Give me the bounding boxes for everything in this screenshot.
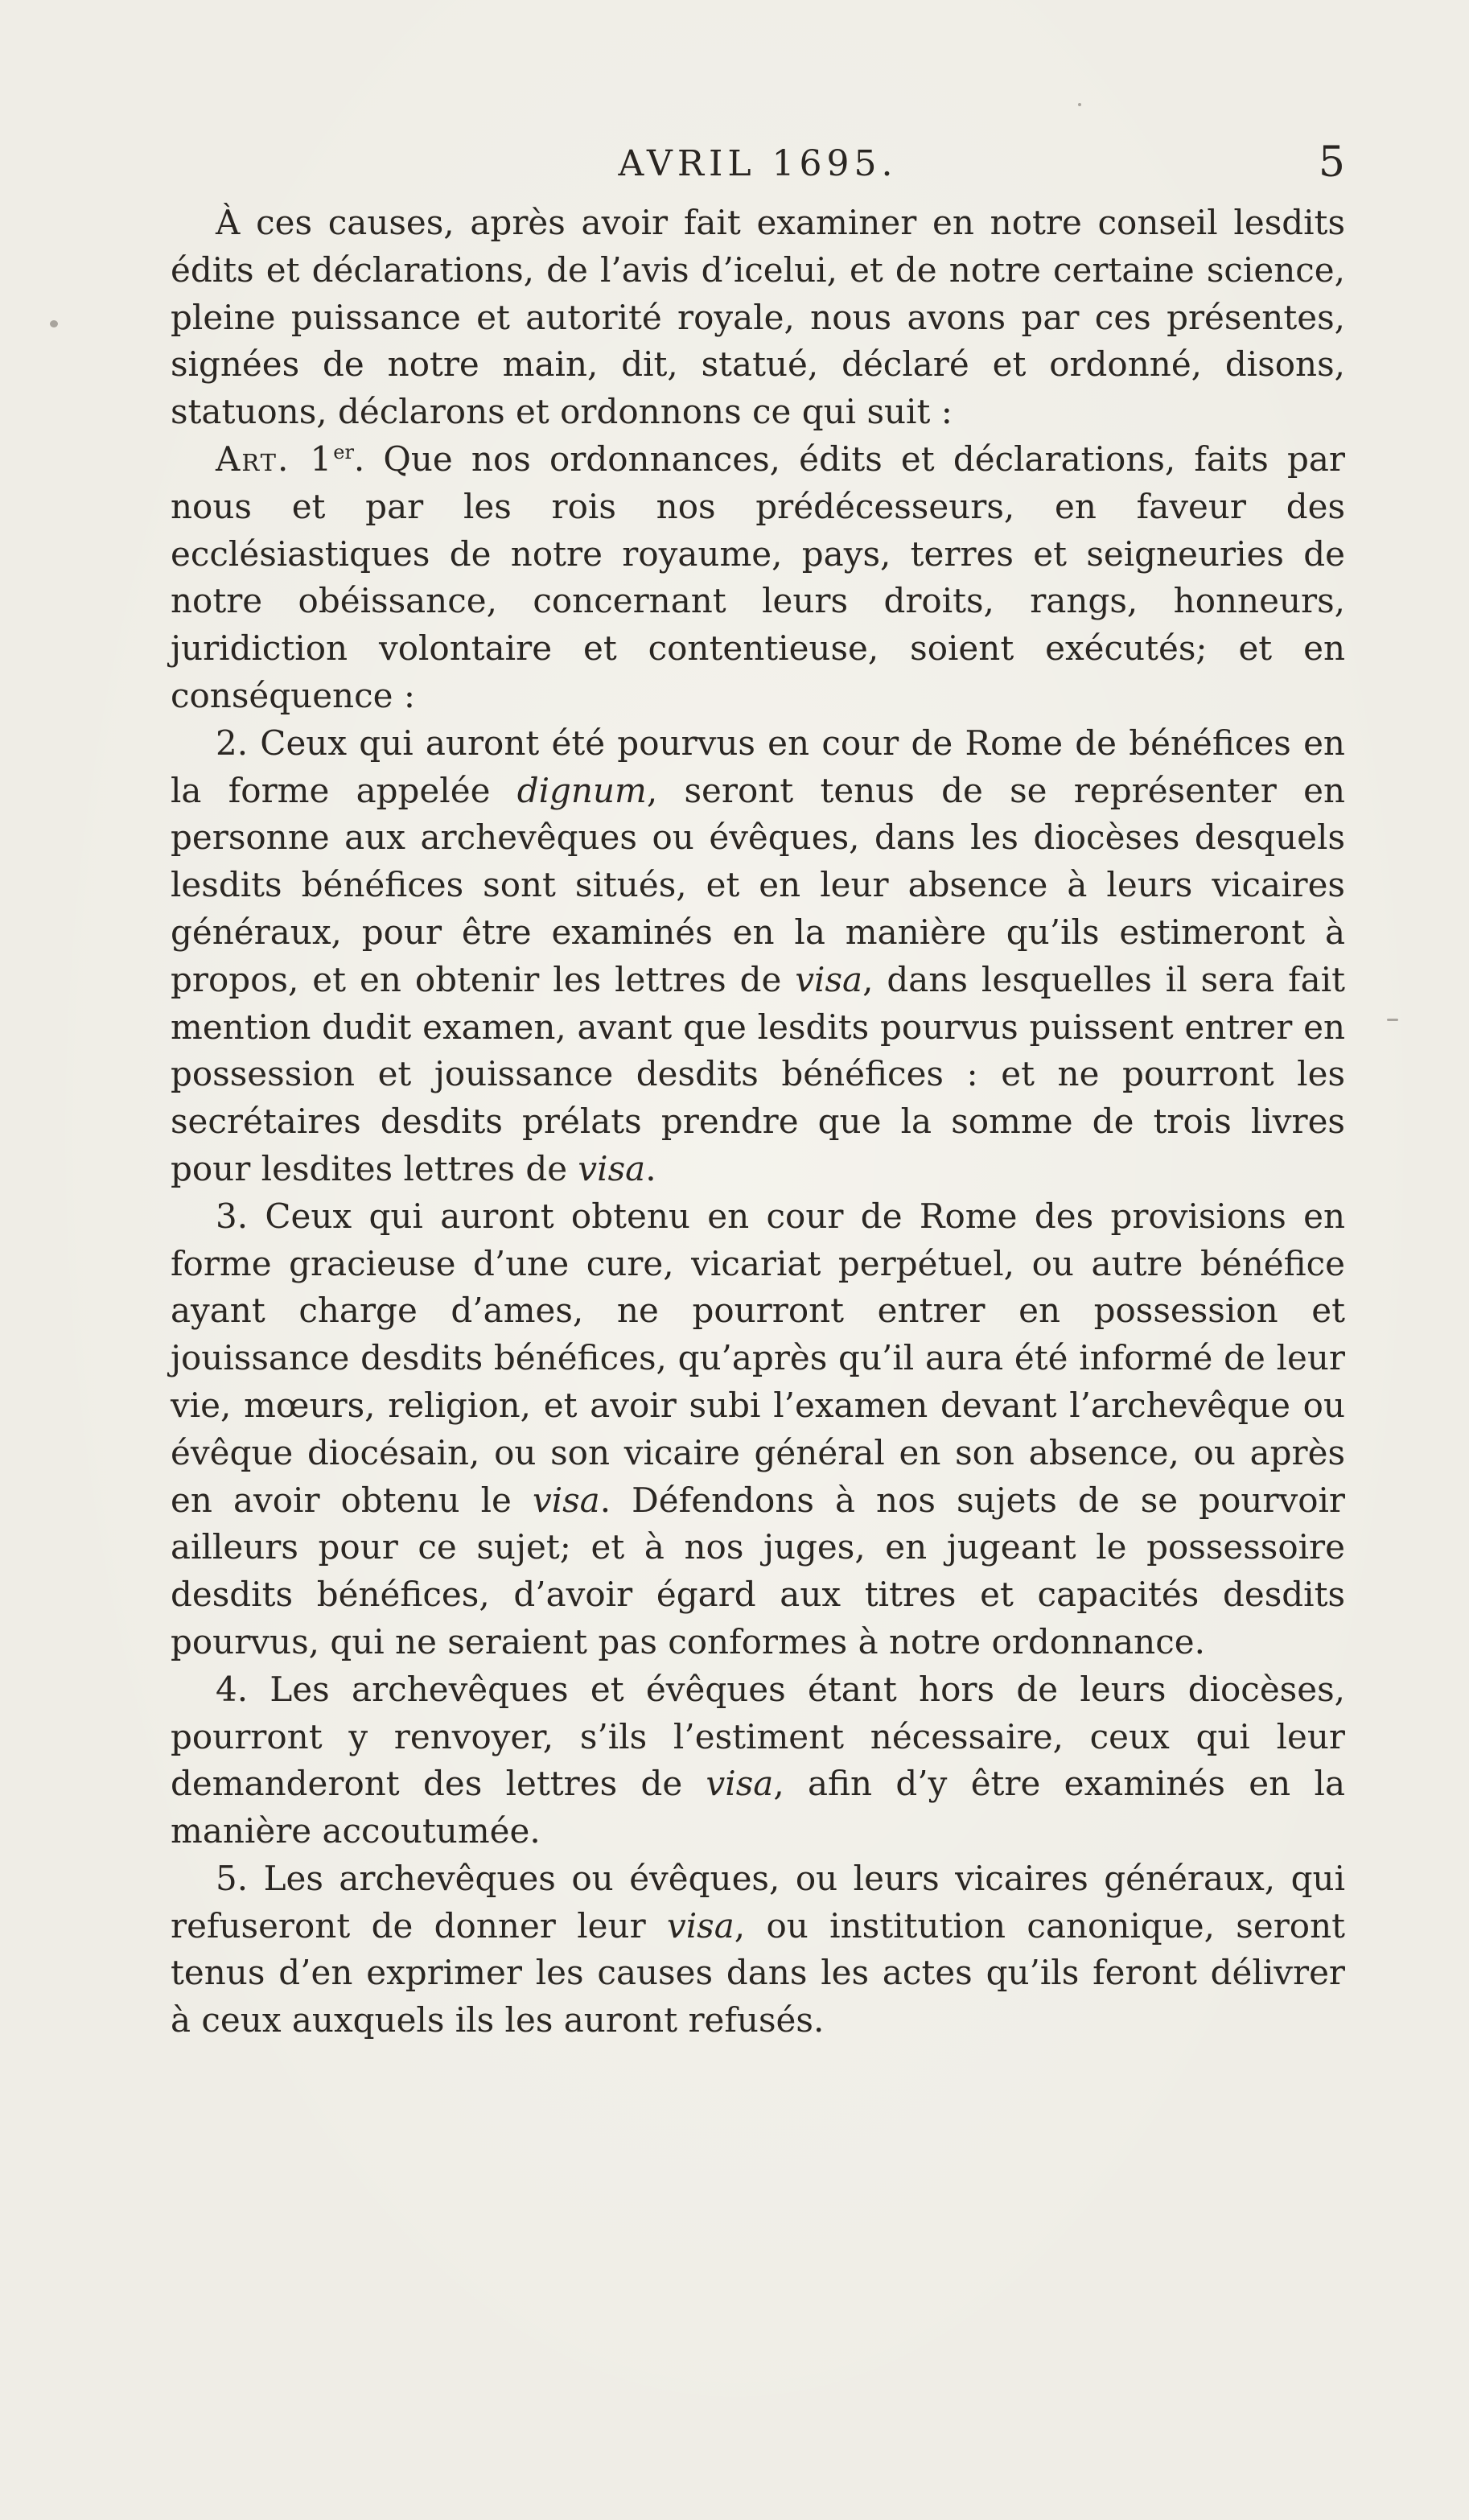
article-1-text: . Que nos ordonnances, édits et déclarations, faits par nous et par les rois nos prédécesseurs, en faveur des ecclésiastiques de notre royaume, pays, terres et seigneuries de notre obéissance, concernant leurs droits, rangs, honneurs, juridiction volontaire et contentieuse, soient exécutés; et en conséquence : [171, 439, 1345, 715]
page-number: 5 [1318, 138, 1345, 187]
article-3-number: 3. [216, 1196, 249, 1236]
preamble-paragraph [171, 200, 1345, 436]
paper-speck [1387, 1019, 1398, 1021]
article-3-text-a: Ceux qui auront obtenu en cour de Rome des provisions en forme gracieuse d’une cure, vicariat perpétuel, ou autre bénéfice ayant charge d’ames, ne pourront entrer en possession et jouissance desdits bénéfices, qu’après qu’il aura été informé de leur vie, mœurs, religion, et avoir subi l’examen devant l’archevêque ou évêque diocésain, ou son vicaire général en son absence, ou après en avoir obtenu le [171, 1196, 1345, 1520]
article-4 [171, 1666, 1345, 1855]
paper-speck [50, 320, 58, 327]
article-2-text-c: , dans lesquelles il sera fait mention dudit examen, avant que lesdits pourvus puissent entrer en possession et jouissance desdits bénéfices : et ne pourront les secrétaires desdits prélats prendre que la somme de trois livres pour lesdites lettres de [171, 959, 1346, 1188]
article-1-label: Art. 1 [216, 439, 334, 479]
running-title: AVRIL 1695. [618, 143, 898, 184]
body-text [171, 200, 1345, 2044]
article-2-italic-visa-2: visa [578, 1148, 646, 1188]
article-3 [171, 1193, 1345, 1666]
article-2-text-d: . [645, 1148, 656, 1188]
article-4-italic-visa: visa [706, 1764, 774, 1804]
article-5 [171, 1855, 1345, 2044]
article-4-number: 4. [216, 1669, 249, 1709]
article-5-number: 5. [216, 1858, 249, 1898]
article-3-text-b: . Défendons à nos sujets de se pourvoir ailleurs pour ce sujet; et à nos juges, en jugeant le possessoire desdits bénéfices, d’avoir égard aux titres et capacités desdits pourvus, qui ne seraient pas conformes à notre ordonnance. [171, 1480, 1346, 1661]
article-4-text-b: , afin d’y être examinés en la manière accoutumée. [171, 1764, 1345, 1851]
article-3-italic-visa: visa [532, 1480, 600, 1520]
article-2-italic-visa-1: visa [795, 959, 863, 999]
article-5-italic-visa: visa [667, 1905, 734, 1946]
article-2-text-b: , seront tenus de se représenter en personne aux archevêques ou évêques, dans les diocèses desquels lesdits bénéfices sont situés, et en leur absence à leurs vicaires généraux, pour être examinés en la manière qu’ils estimeront à propos, et en obtenir les lettres de [171, 770, 1345, 999]
article-1-superscript: er [333, 440, 354, 463]
preamble-text: À ces causes, après avoir fait examiner en notre conseil lesdits édits et déclarations, de l’avis d’icelui, et de notre certaine science, pleine puissance et autorité royale, nous avons par ces présentes, signées de notre main, dit, statué, déclaré et ordonné, disons, statuons, déclarons et ordonnons ce qui suit : [171, 203, 1345, 432]
article-2-number: 2. [216, 723, 249, 763]
paper-speck [1078, 103, 1081, 106]
article-5-text-a: Les archevêques ou évêques, ou leurs vicaires généraux, qui refuseront de donner leur [171, 1858, 1345, 1946]
article-5-text-b: , ou institution canonique, seront tenus d’en exprimer les causes dans les actes qu’ils feront délivrer à ceux auxquels ils les auront refusés. [171, 1905, 1345, 2040]
running-head [171, 135, 1345, 191]
article-2-italic-dignum: dignum [516, 770, 647, 810]
article-4-text-a: Les archevêques et évêques étant hors de leurs diocèses, pourront y renvoyer, s’ils l’estiment nécessaire, ceux qui leur demanderont des lettres de [171, 1669, 1345, 1804]
article-1 [171, 436, 1345, 720]
article-2 [171, 720, 1345, 1193]
article-2-text-a: Ceux qui auront été pourvus en cour de Rome de bénéfices en la forme appelée [171, 723, 1345, 810]
